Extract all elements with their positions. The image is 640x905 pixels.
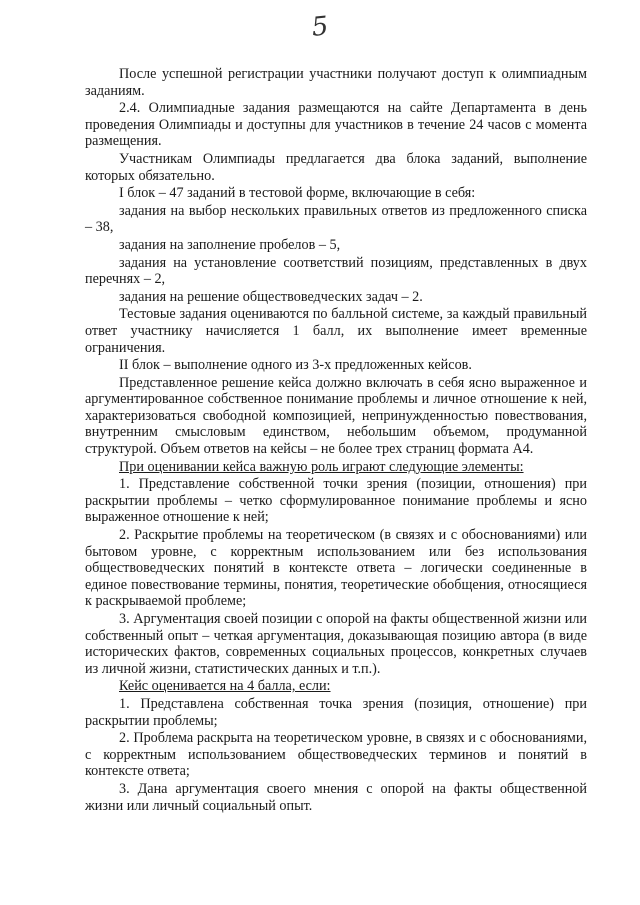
paragraph-case-requirements: Представленное решение кейса должно включать в себя ясно выраженное и аргументированное собственное понимание проблемы и личное отношение к ней, характеризоваться свободной композицией, непринужденностью повествования, внутренним смысловым единством, небольшим объемом, продуманной структурой. Объем ответов на кейсы – не более трех страниц формата А4.	[85, 374, 587, 458]
paragraph-two-blocks: Участникам Олимпиады предлагается два блока заданий, выполнение которых обязательно.	[85, 150, 587, 184]
heading-case-4-points: Кейс оценивается на 4 балла, если:	[119, 678, 331, 695]
page-number: 5	[310, 11, 330, 43]
paragraph-task-matching: задания на установление соответствий позициям, представленных в двух перечнях – 2,	[85, 254, 587, 288]
paragraph-element-3: 3. Аргументация своей позиции с опорой на факты общественной жизни или собственный опыт – четкая аргументация, доказывающая позицию автора (в виде исторических фактов, современных социальных процессов, конкретных случаев из личной жизни, статистических данных и т.п.).	[85, 611, 587, 677]
paragraph-task-problems: задания на решение обществоведческих задач – 2.	[119, 288, 423, 305]
paragraph-test-scoring: Тестовые задания оцениваются по балльной системе, за каждый правильный ответ участнику начисляется 1 балл, их выполнение имеет временные ограничения.	[85, 306, 587, 356]
paragraph-registration: После успешной регистрации участники получают доступ к олимпиадным заданиям.	[85, 66, 587, 99]
paragraph-2-4: 2.4. Олимпиадные задания размещаются на сайте Департамента в день проведения Олимпиады и доступны для участников в течение 24 часов с момента размещения.	[85, 100, 587, 150]
paragraph-criterion-1: 1. Представлена собственная точка зрения (позиция, отношение) при раскрытии проблемы;	[85, 695, 587, 729]
heading-case-evaluation-elements: При оценивании кейса важную роль играют следующие элементы:	[119, 458, 524, 475]
document-body	[85, 66, 587, 815]
paragraph-task-gaps: задания на заполнение пробелов – 5,	[119, 236, 341, 253]
paragraph-task-multiple-choice: задания на выбор нескольких правильных ответов из предложенного списка – 38,	[85, 202, 587, 236]
paragraph-block-1: I блок – 47 заданий в тестовой форме, включающие в себя:	[119, 185, 476, 202]
paragraph-element-2: 2. Раскрытие проблемы на теоретическом (в связях и с обоснованиями) или бытовом уровне, с корректным использованием или без использования обществоведческих понятий в контексте ответа – логически соединенные в единое повествование термины, понятия, теоретические обобщения, относящиеся к раскрываемой проблеме;	[85, 527, 587, 610]
paragraph-element-1: 1. Представление собственной точки зрения (позиции, отношения) при раскрытии проблемы – четко сформулированное понимание проблемы и ясно выраженное отношение к ней;	[85, 476, 587, 526]
paragraph-criterion-2: 2. Проблема раскрыта на теоретическом уровне, в связях и с обоснованиями, с корректным использованием обществоведческих терминов и понятий в контексте ответа;	[85, 730, 587, 780]
paragraph-criterion-3: 3. Дана аргументация своего мнения с опорой на факты общественной жизни или личный социальный опыт.	[85, 780, 587, 814]
paragraph-block-2: II блок – выполнение одного из 3-х предложенных кейсов.	[119, 357, 472, 374]
